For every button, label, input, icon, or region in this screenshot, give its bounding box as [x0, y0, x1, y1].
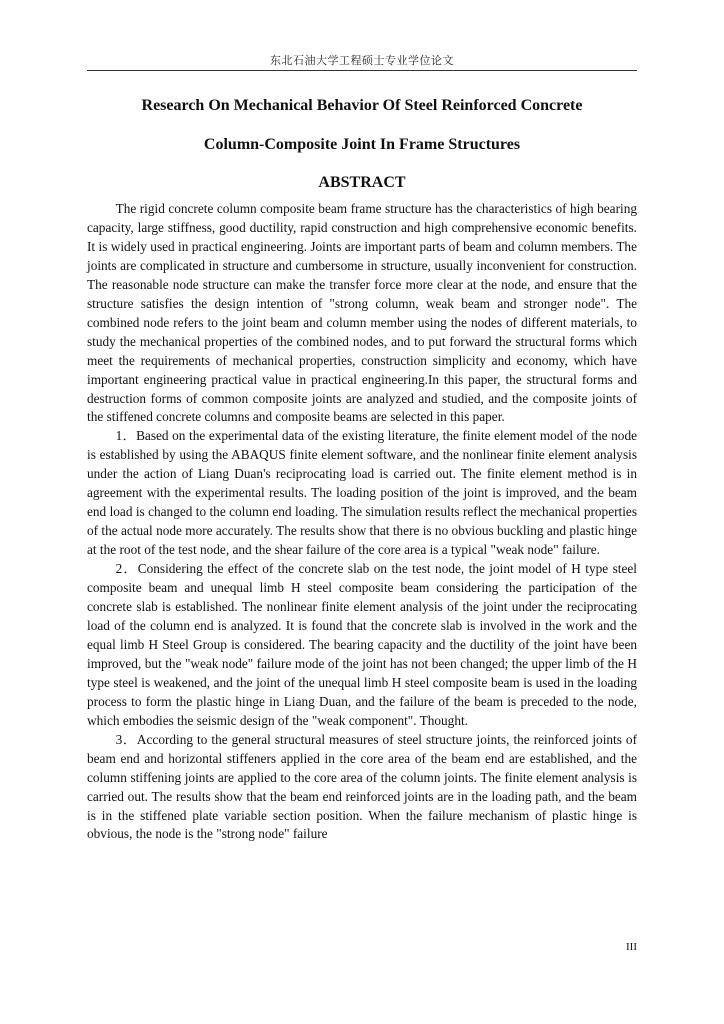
abstract-heading: ABSTRACT — [318, 174, 406, 191]
page-number: III — [626, 941, 637, 953]
running-header: 东北石油大学工程硕士专业学位论文 — [270, 54, 454, 67]
abstract-paragraph-point-3: 3．According to the general structural measures of steel structure joints, the reinforced joints of beam end and horizontal stiffeners applied in the core area of the beam end are established, and the column stiffening joints are applied to the core area of the column joints. The finite element analysis is carried out. The results show that the beam end reinforced joints are in the loading path, and the beam is in the stiffened plate variable section position. When the failure mechanism of plastic hinge is obvious, the node is the "strong node" failure — [87, 731, 637, 842]
abstract-paragraph-point-1: 1．Based on the experimental data of the existing literature, the finite element model of the node is established by using the ABAQUS finite element software, and the nonlinear finite element analysis under the action of Liang Duan's reciprocating load is carried out. The finite element method is in agreement with the experimental results. The loading position of the joint is improved, and the beam end load is changed to the column end loading. The simulation results reflect the mechanical properties of the actual node more accurately. The results show that there is no obvious buckling and plastic hinge at the root of the test node, and the shear failure of the core area is a typical "weak node" failure. — [87, 428, 637, 558]
title-line-1: Research On Mechanical Behavior Of Steel Reinforced Concrete — [141, 97, 583, 114]
header-rule — [87, 70, 637, 71]
abstract-paragraph-intro: The rigid concrete column composite beam frame structure has the characteristics of high bearing capacity, large stiffness, good ductility, rapid construction and high comprehensive economic benefits. It is widely used in practical engineering. Joints are important parts of beam and column members. The joints are complicated in structure and cumbersome in structure, usually inconvenient for construction. The reasonable node structure can make the transfer force more clear at the node, and ensure that the structure satisfies the design intention of "strong column, weak beam and stronger node". The combined node refers to the joint beam and column member using the nodes of different materials, to study the mechanical properties of the combined nodes, and to put forward the structural forms which meet the requirements of mechanical properties, construction simplicity and economy, which have important engineering practical value in practical engineering.In this paper, the structural forms and destruction forms of common composite joints are analyzed and studied, and the composite joints of the stiffened concrete columns and composite beams are selected in this paper. — [87, 201, 637, 425]
title-line-2: Column-Composite Joint In Frame Structures — [203, 136, 521, 153]
abstract-paragraph-point-2: 2．Considering the effect of the concrete slab on the test node, the joint model of H type steel composite beam and unequal limb H steel composite beam considering the participation of the concrete slab is established. The nonlinear finite element analysis of the joint under the reciprocating load of the column end is analyzed. It is found that the concrete slab is involved in the work and the equal limb H Steel Group is considered. The bearing capacity and the ductility of the joint have been improved, but the "weak node" failure mode of the joint has not been changed; the upper limb of the H type steel is weakened, and the joint of the unequal limb H steel composite beam is used in the loading process to form the plastic hinge in Liang Duan, and the failure of the beam is preceded to the node, which embodies the seismic design of the "weak component". Thought. — [87, 561, 637, 728]
abstract-body — [87, 200, 637, 844]
